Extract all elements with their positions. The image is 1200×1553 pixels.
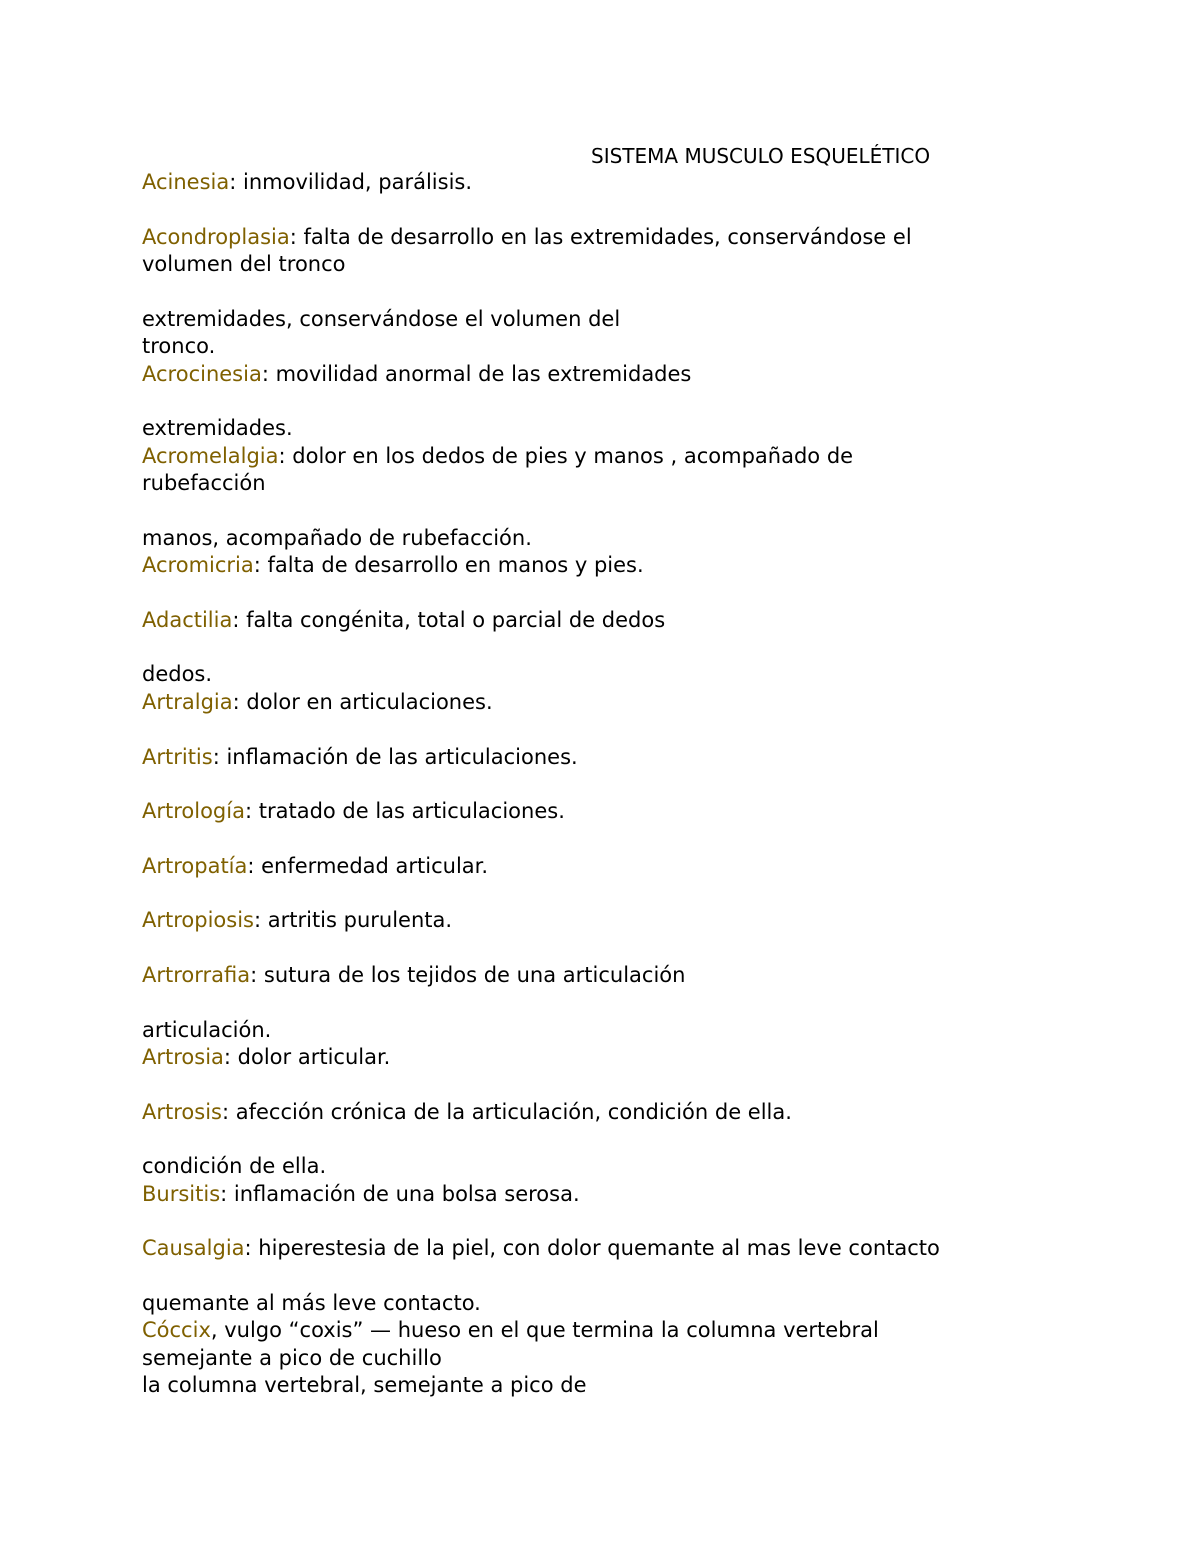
glossary-term: Artritis xyxy=(142,745,213,769)
glossary-definition: : tratado de las articulaciones. xyxy=(244,799,565,823)
glossary-line xyxy=(142,1290,481,1317)
glossary-definition: : falta de desarrollo en las extremidades, conservándose el xyxy=(289,225,912,249)
glossary-line xyxy=(142,361,691,388)
glossary-definition: rubefacción xyxy=(142,471,266,495)
glossary-line xyxy=(142,1017,271,1044)
glossary-definition: : enfermedad articular. xyxy=(247,854,489,878)
glossary-definition: volumen del tronco xyxy=(142,252,346,276)
glossary-line xyxy=(142,962,685,989)
glossary-definition: : sutura de los tejidos de una articulación xyxy=(250,963,686,987)
glossary-definition: : hiperestesia de la piel, con dolor quemante al mas leve contacto xyxy=(244,1236,940,1260)
glossary-line xyxy=(142,1317,879,1344)
glossary-definition: extremidades, conservándose el volumen del xyxy=(142,307,621,331)
glossary-term: Cóccix xyxy=(142,1318,211,1342)
glossary-line xyxy=(142,1345,442,1372)
glossary-line xyxy=(142,798,565,825)
glossary-definition: : afección crónica de la articulación, condición de ella. xyxy=(221,1100,792,1124)
glossary-line xyxy=(142,552,644,579)
glossary-line xyxy=(142,306,620,333)
glossary-term: Acinesia xyxy=(142,170,230,194)
glossary-definition: : inflamación de una bolsa serosa. xyxy=(220,1182,580,1206)
glossary-definition: : movilidad anormal de las extremidades xyxy=(261,362,692,386)
glossary-definition: : falta de desarrollo en manos y pies. xyxy=(253,553,644,577)
glossary-definition: condición de ella. xyxy=(142,1154,327,1178)
glossary-line xyxy=(142,470,266,497)
glossary-term: Causalgia xyxy=(142,1236,245,1260)
glossary-line xyxy=(142,1181,580,1208)
glossary-term: Artrología xyxy=(142,799,245,823)
glossary-definition: : inmovilidad, parálisis. xyxy=(229,170,473,194)
glossary-line xyxy=(142,1372,587,1399)
glossary-term: Artropatía xyxy=(142,854,248,878)
glossary-definition: : inflamación de las articulaciones. xyxy=(212,745,578,769)
glossary-term: Acromicria xyxy=(142,553,254,577)
glossary-definition: quemante al más leve contacto. xyxy=(142,1291,481,1315)
glossary-term: Artralgia xyxy=(142,690,233,714)
glossary-line xyxy=(142,333,215,360)
glossary-line xyxy=(142,251,346,278)
glossary-term: Artrosis xyxy=(142,1100,222,1124)
glossary-line xyxy=(142,1153,326,1180)
glossary-line xyxy=(142,525,532,552)
glossary-term: Bursitis xyxy=(142,1182,221,1206)
glossary-definition: la columna vertebral, semejante a pico de xyxy=(142,1373,587,1397)
glossary-term: Acrocinesia xyxy=(142,362,262,386)
glossary-line xyxy=(142,607,665,634)
glossary-line xyxy=(142,1044,390,1071)
glossary-line xyxy=(142,689,493,716)
glossary-term: Artrosia xyxy=(142,1045,224,1069)
glossary-definition: : dolor en articulaciones. xyxy=(232,690,493,714)
glossary-definition: extremidades. xyxy=(142,416,293,440)
glossary-line xyxy=(142,1099,792,1126)
glossary-line xyxy=(142,661,212,688)
glossary-line xyxy=(142,169,472,196)
glossary-definition: : dolor en los dedos de pies y manos , acompañado de xyxy=(278,444,854,468)
glossary-line xyxy=(142,853,488,880)
glossary-definition: manos, acompañado de rubefacción. xyxy=(142,526,532,550)
glossary-line xyxy=(142,907,452,934)
glossary-term: Adactilia xyxy=(142,608,233,632)
glossary-line xyxy=(142,224,912,251)
glossary-line xyxy=(142,744,578,771)
glossary-definition: tronco. xyxy=(142,334,216,358)
glossary-definition: : artritis purulenta. xyxy=(253,908,453,932)
glossary-definition: : falta congénita, total o parcial de dedos xyxy=(232,608,666,632)
glossary-term: Acondroplasia xyxy=(142,225,290,249)
document-title: SISTEMA MUSCULO ESQUELÉTICO xyxy=(591,144,931,168)
glossary-definition: , vulgo “coxis” — hueso en el que termina la columna vertebral xyxy=(210,1318,879,1342)
glossary-line xyxy=(142,1235,940,1262)
glossary-definition: articulación. xyxy=(142,1018,272,1042)
glossary-term: Artrorrafia xyxy=(142,963,251,987)
glossary-term: Artropiosis xyxy=(142,908,254,932)
glossary-definition: dedos. xyxy=(142,662,213,686)
glossary-definition: semejante a pico de cuchillo xyxy=(142,1346,442,1370)
glossary-line xyxy=(142,443,853,470)
glossary-term: Acromelalgia xyxy=(142,444,279,468)
glossary-definition: : dolor articular. xyxy=(223,1045,391,1069)
glossary-line xyxy=(142,415,293,442)
